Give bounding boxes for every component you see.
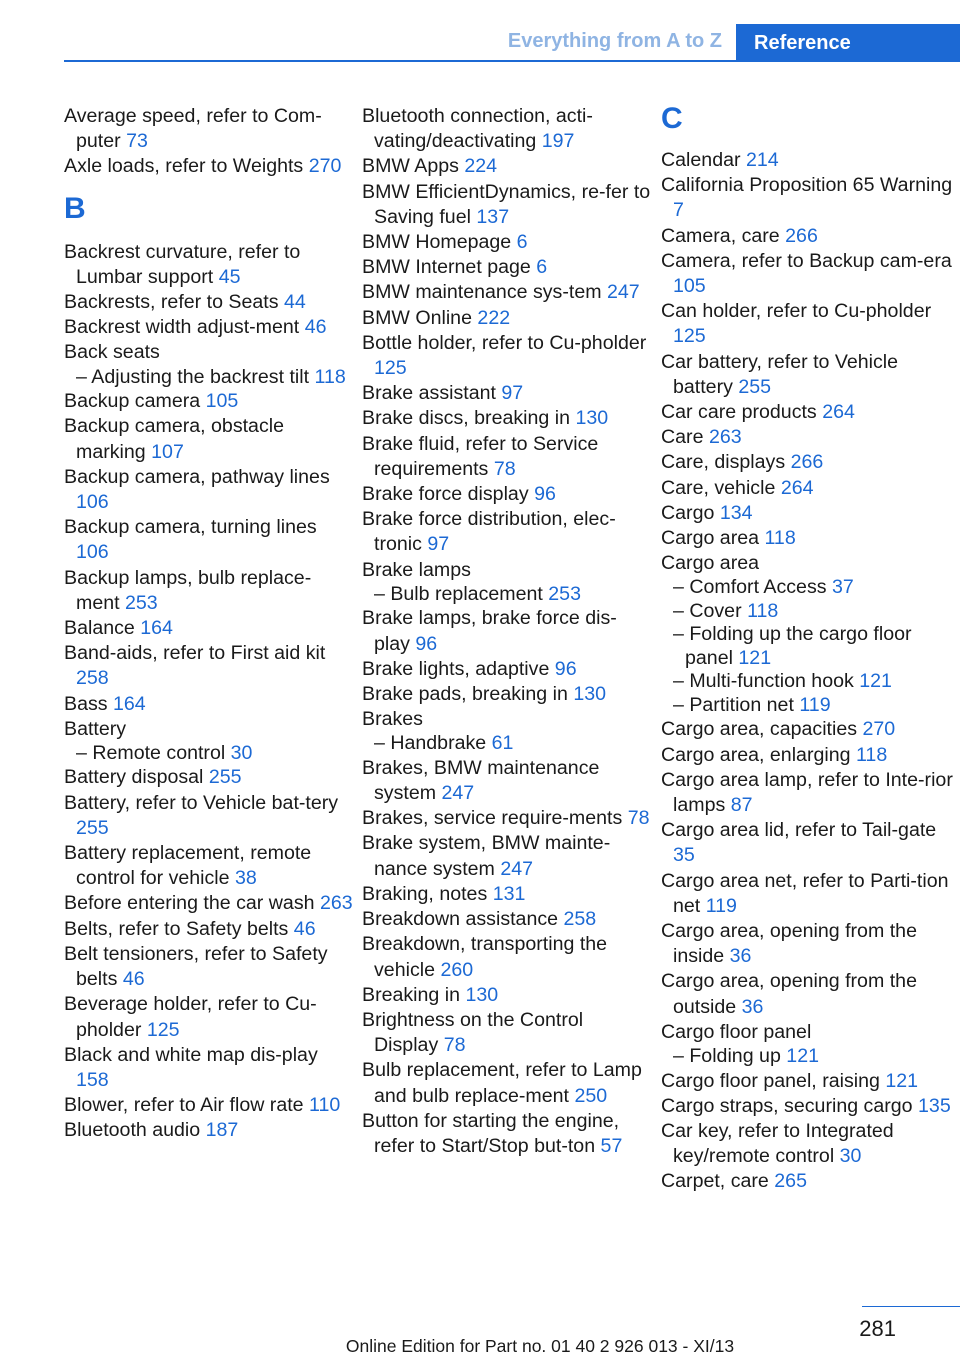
index-entry [64, 616, 354, 641]
entry-text: Calendar [661, 149, 741, 171]
index-entry [661, 299, 957, 349]
entry-text: Average speed, refer to Com-puter [64, 105, 322, 153]
page-reference-link[interactable]: 164 [113, 692, 146, 715]
page-reference-link[interactable]: 121 [885, 1069, 919, 1092]
page-reference-link[interactable]: 121 [738, 646, 772, 669]
page-reference-link[interactable]: 96 [554, 657, 577, 680]
entry-text: Car care products [661, 401, 817, 424]
entry-text: – Folding up [673, 1045, 781, 1068]
page-reference-link[interactable]: 258 [76, 667, 109, 690]
index-entry [64, 290, 354, 315]
page-reference-link[interactable]: 118 [314, 365, 346, 388]
entry-text: Cargo area [661, 552, 760, 575]
page-reference-link[interactable]: 125 [146, 1018, 180, 1041]
index-entry [362, 406, 652, 431]
page-reference-link[interactable]: 247 [607, 281, 640, 304]
index-entry [362, 606, 652, 656]
entry-text: Carpet, care [661, 1170, 769, 1193]
entry-text: – Bulb replacement [374, 582, 543, 605]
index-entry [661, 1169, 957, 1194]
entry-text: Cargo area, capacities [661, 718, 858, 741]
page-reference-link[interactable]: 97 [501, 382, 524, 405]
entry-text: Brake fluid, refer to Service requirements [362, 432, 599, 480]
page-reference-link[interactable]: 250 [574, 1084, 608, 1107]
entry-text: Can holder, refer to Cu-pholder [661, 300, 932, 323]
page-reference-link[interactable]: 57 [600, 1134, 623, 1157]
index-entry [64, 240, 354, 290]
page-reference-link[interactable]: 263 [708, 426, 742, 449]
index-entry [661, 249, 957, 299]
page-reference-link[interactable]: 253 [548, 582, 581, 605]
index-entry [64, 641, 354, 691]
entry-text: – Remote control [76, 741, 226, 764]
entry-text: Breakdown assistance [362, 908, 559, 931]
page-reference-link[interactable]: 118 [764, 527, 796, 550]
index-entry [362, 104, 652, 154]
entry-text: – Partition net [673, 693, 794, 716]
index-entry [64, 566, 354, 616]
index-entry [661, 919, 957, 969]
page-reference-link[interactable]: 6 [516, 231, 528, 254]
entry-text: Bluetooth connection, acti-vating/deactivating [362, 105, 593, 153]
index-entry [64, 389, 354, 414]
page-reference-link[interactable]: 255 [76, 816, 109, 839]
page-reference-link[interactable]: 87 [730, 794, 753, 817]
index-subentry [661, 576, 957, 600]
footer-text: Online Edition for Part no. 01 40 2 926 013 - XI/13 [345, 1336, 735, 1356]
index-entry [64, 515, 354, 565]
page-reference-link[interactable]: 253 [125, 591, 158, 614]
index-entry [661, 768, 957, 818]
entry-text: Cargo area, opening from the outside [661, 970, 917, 1018]
page-reference-link[interactable]: 270 [308, 155, 342, 178]
index-entry [64, 891, 354, 916]
page-reference-link[interactable]: 266 [785, 224, 818, 247]
page-reference-link[interactable]: 106 [76, 541, 109, 564]
index-entry [661, 224, 957, 249]
entry-text: Bottle holder, refer to Cu-pholder [362, 331, 647, 354]
index-entry [362, 682, 652, 707]
page-reference-link[interactable]: 46 [304, 316, 327, 339]
index-entry [362, 1008, 652, 1058]
index-entry [64, 791, 354, 841]
page-reference-link[interactable]: 263 [319, 892, 353, 915]
page-reference-link[interactable]: 110 [309, 1094, 341, 1117]
index-subentry [661, 670, 957, 694]
entry-text: Brake assistant [362, 382, 496, 405]
page-reference-link[interactable]: 187 [205, 1119, 239, 1142]
page-reference-link[interactable]: 73 [126, 130, 148, 153]
index-entry [362, 983, 652, 1008]
page-reference-link[interactable]: 135 [918, 1094, 951, 1117]
index-entry [64, 1043, 354, 1093]
entry-text: Breakdown, transporting the vehicle [362, 933, 608, 981]
page-reference-link[interactable]: 260 [440, 958, 474, 981]
page-reference-link[interactable]: 96 [415, 632, 438, 655]
index-entry [64, 465, 354, 515]
page-reference-link[interactable]: 214 [745, 149, 779, 171]
index-entry [362, 180, 652, 230]
index-entry [362, 482, 652, 507]
page-reference-link[interactable]: 130 [573, 682, 607, 705]
entry-text: Battery replacement, remote control for vehicle [64, 842, 312, 890]
entry-text: Camera, refer to Backup cam-era [661, 249, 952, 272]
entry-text: Cargo floor panel, raising [661, 1069, 880, 1092]
index-entry [362, 657, 652, 682]
index-subentry [661, 694, 957, 718]
page-reference-link[interactable]: 106 [76, 490, 109, 513]
page-reference-link[interactable]: 97 [427, 533, 450, 556]
page-reference-link[interactable]: 7 [673, 199, 684, 222]
entry-text: Care, vehicle [661, 476, 776, 499]
entry-text: Blower, refer to Air flow rate [64, 1094, 304, 1117]
entry-text: Balance [64, 616, 135, 639]
entry-text: Backrest curvature, refer to Lumbar support [64, 240, 301, 288]
entry-text: Band-aids, refer to First aid kit [64, 642, 326, 665]
index-entry [64, 154, 354, 179]
index-column-2 [362, 104, 652, 1159]
entry-text: Belts, refer to Safety belts [64, 917, 289, 940]
page-reference-link[interactable]: 118 [747, 599, 779, 622]
header-rule [64, 60, 960, 62]
index-entry [661, 1020, 957, 1045]
page-reference-link[interactable]: 164 [140, 616, 173, 639]
page-reference-link[interactable]: 158 [76, 1068, 109, 1091]
page-reference-link[interactable]: 130 [465, 983, 499, 1006]
index-entry [362, 280, 652, 305]
entry-text: Battery disposal [64, 766, 204, 789]
entry-text: Car key, refer to Integrated key/remote control [661, 1120, 894, 1168]
entry-text: – Handbrake [374, 732, 487, 755]
index-entry [362, 331, 652, 381]
entry-text: Beverage holder, refer to Cu-pholder [64, 993, 317, 1041]
index-entry [362, 707, 652, 732]
page-reference-link[interactable]: 258 [563, 908, 597, 931]
index-subentry [661, 1045, 957, 1069]
page-reference-link[interactable]: 78 [443, 1034, 466, 1057]
entry-text: Cargo straps, securing cargo [661, 1094, 913, 1117]
index-entry [64, 942, 354, 992]
entry-text: Cargo area, enlarging [661, 743, 851, 766]
index-entry [64, 1093, 354, 1118]
page-reference-link[interactable]: 247 [500, 857, 534, 880]
entry-text: Brake pads, breaking in [362, 682, 568, 705]
page-reference-link[interactable]: 37 [832, 576, 854, 599]
entry-text: Cargo area net, refer to Parti-tion net [661, 869, 949, 917]
index-entry [362, 255, 652, 280]
entry-text: Cargo floor panel [661, 1020, 812, 1043]
entry-text: Black and white map dis-play [64, 1043, 318, 1066]
index-entry [64, 992, 354, 1042]
page-reference-link[interactable]: 96 [534, 483, 556, 506]
index-entry [64, 340, 354, 365]
entry-text: BMW Apps [362, 155, 459, 178]
index-column-3 [661, 104, 957, 1195]
index-entry [362, 1109, 652, 1159]
entry-text: Battery, refer to Vehicle bat-tery [64, 791, 339, 814]
index-entry [661, 969, 957, 1019]
index-subentry [64, 366, 354, 390]
index-entry [362, 831, 652, 881]
entry-text: Battery [64, 717, 127, 740]
index-entry [362, 806, 652, 831]
entry-text: Bulb replacement, refer to Lamp and bulb replace-ment [362, 1059, 642, 1107]
index-subentry [661, 623, 957, 670]
index-entry [362, 1058, 652, 1108]
entry-text: Brake system, BMW mainte-nance system [362, 832, 611, 880]
entry-text: Brakes, service require-ments [362, 807, 623, 830]
index-column-1 [64, 104, 354, 1144]
index-entry [661, 501, 957, 526]
index-entry [661, 173, 957, 223]
entry-text: Bluetooth audio [64, 1119, 201, 1142]
index-entry [661, 818, 957, 868]
index-entry [661, 743, 957, 768]
entry-text: Backup camera, turning lines [64, 516, 317, 539]
index-entry [661, 526, 957, 551]
page-reference-link[interactable]: 35 [673, 844, 695, 867]
entry-text: Car battery, refer to Vehicle battery [661, 350, 899, 398]
index-entry [64, 414, 354, 464]
index-entry [661, 425, 957, 450]
page-reference-link[interactable]: 105 [205, 390, 239, 413]
entry-text: California Proposition 65 Warning [661, 174, 953, 197]
index-entry [661, 450, 957, 475]
page-reference-link[interactable]: 36 [741, 995, 764, 1018]
index-subentry [362, 732, 652, 756]
entry-text: Brake force distribution, elec-tronic [362, 508, 616, 556]
index-entry [362, 381, 652, 406]
index-entry [362, 756, 652, 806]
entry-text: Cargo area [661, 527, 760, 550]
page-reference-link[interactable]: 125 [374, 357, 407, 380]
entry-text: Back seats [64, 341, 160, 364]
page-reference-link[interactable]: 78 [627, 807, 650, 830]
entry-text: – Multi-function hook [673, 670, 854, 693]
index-entry [362, 907, 652, 932]
entry-text: – Folding up the cargo floor panel [673, 623, 912, 669]
chapter-tab: Reference [736, 24, 960, 62]
index-entry [64, 917, 354, 942]
page-reference-link[interactable]: 125 [673, 325, 706, 348]
entry-text: Care, displays [661, 451, 786, 474]
page-number: 281 [859, 1316, 896, 1341]
entry-text: Backup lamps, bulb replace-ment [64, 566, 312, 614]
page-reference-link[interactable]: 119 [705, 894, 737, 917]
section-title: Everything from A to Z [507, 30, 722, 52]
page-reference-link[interactable]: 78 [493, 457, 516, 480]
page-reference-link[interactable]: 224 [464, 155, 498, 178]
index-entry [661, 869, 957, 919]
index-entry [661, 350, 957, 400]
index-entry [64, 765, 354, 790]
entry-text: Backup camera, obstacle marking [64, 415, 284, 463]
page-reference-link[interactable]: 197 [541, 130, 575, 153]
entry-text: BMW Homepage [362, 231, 512, 254]
index-entry [64, 692, 354, 717]
page-reference-link[interactable]: 45 [218, 265, 241, 288]
page-reference-link[interactable]: 118 [855, 743, 888, 766]
entry-text: Button for starting the engine, refer to Start/Stop but-ton [362, 1109, 620, 1157]
entry-text: Brakes [362, 708, 423, 731]
page-reference-link[interactable]: 131 [492, 882, 526, 905]
entry-text: Before entering the car wash [64, 892, 315, 915]
page-reference-link[interactable]: 105 [673, 275, 706, 298]
index-letter-heading: C [661, 102, 683, 135]
entry-text: BMW Internet page [362, 256, 531, 279]
page-reference-link[interactable]: 46 [293, 917, 316, 940]
index-entry [64, 315, 354, 340]
entry-text: BMW EfficientDynamics, re-fer to Saving fuel [362, 180, 651, 228]
entry-text: – Adjusting the backrest tilt [76, 365, 310, 388]
entry-text: – Comfort Access [673, 576, 827, 599]
entry-text: Brake force display [362, 483, 529, 506]
index-entry [362, 432, 652, 482]
entry-text: Cargo area lamp, refer to Inte-rior lamps [661, 768, 953, 817]
entry-text: Backrest width adjust-ment [64, 316, 300, 339]
page-reference-link[interactable]: 38 [235, 867, 257, 890]
page-reference-link[interactable]: 119 [799, 693, 831, 716]
entry-text: Brake lights, adaptive [362, 657, 550, 680]
page-reference-link[interactable]: 247 [441, 782, 475, 805]
index-entry [661, 717, 957, 742]
page-reference-link[interactable]: 30 [839, 1145, 862, 1168]
index-entry [362, 230, 652, 255]
page-reference-link[interactable]: 121 [859, 670, 892, 693]
page-reference-link[interactable]: 121 [786, 1045, 819, 1068]
page-reference-link[interactable]: 107 [151, 440, 184, 463]
entry-text: Belt tensioners, refer to Safety belts [64, 942, 328, 991]
entry-text: Brake discs, breaking in [362, 407, 571, 430]
entry-text: Brakes, BMW maintenance system [362, 756, 600, 805]
entry-text: Brake lamps, brake force dis-play [362, 607, 617, 655]
page-reference-link[interactable]: 6 [536, 256, 548, 279]
footer [0, 1336, 960, 1357]
entry-text: Backup camera [64, 390, 201, 413]
page-reference-link[interactable]: 130 [575, 407, 609, 430]
entry-text: Cargo area lid, refer to Tail-gate [661, 819, 937, 842]
index-entry [64, 841, 354, 891]
index-entry [64, 1118, 354, 1143]
index-entry [362, 154, 652, 179]
index-entry [661, 1069, 957, 1094]
index-entry [362, 558, 652, 583]
page-reference-link[interactable]: 264 [822, 401, 855, 424]
index-entry [64, 104, 354, 154]
page-reference-link[interactable]: 36 [729, 945, 752, 968]
page-reference-link[interactable]: 46 [122, 968, 145, 991]
entry-text: Axle loads, refer to Weights [64, 155, 304, 178]
page-reference-link[interactable]: 265 [774, 1170, 807, 1193]
page-reference-link[interactable]: 266 [790, 451, 824, 474]
entry-text: Care [661, 426, 704, 449]
page-reference-link[interactable]: 264 [780, 476, 814, 499]
entry-text: BMW Online [362, 306, 472, 329]
entry-text: Camera, care [661, 224, 780, 247]
index-entry [661, 400, 957, 425]
page-reference-link[interactable]: 255 [738, 375, 772, 398]
index-entry [362, 306, 652, 331]
index-subentry [64, 742, 354, 766]
entry-text: Brake lamps [362, 558, 471, 581]
entry-text: Cargo [661, 501, 715, 524]
index-entry [661, 1094, 957, 1119]
index-letter-heading: B [64, 191, 86, 225]
entry-text: BMW maintenance sys-tem [362, 281, 602, 304]
index-subentry [362, 583, 652, 607]
page-reference-link[interactable]: 222 [477, 306, 511, 329]
page-reference-link[interactable]: 137 [476, 205, 510, 228]
entry-text: Cargo area, opening from the inside [661, 920, 917, 968]
entry-text: Braking, notes [362, 882, 488, 905]
entry-text: Backrests, refer to Seats [64, 291, 279, 314]
index-entry [661, 1119, 957, 1169]
entry-text: Bass [64, 692, 108, 715]
entry-text: Breaking in [362, 983, 461, 1006]
index-entry [661, 476, 957, 501]
page-reference-link[interactable]: 134 [719, 501, 753, 524]
index-entry [362, 507, 652, 557]
index-entry [362, 932, 652, 982]
index-entry [661, 551, 957, 576]
page-reference-link[interactable]: 44 [283, 291, 306, 314]
entry-text: Backup camera, pathway lines [64, 465, 330, 488]
index-entry [64, 717, 354, 742]
index-subentry [661, 600, 957, 624]
index-entry [661, 148, 957, 173]
page-reference-link[interactable]: 30 [230, 741, 253, 764]
entry-text: – Cover [673, 599, 742, 622]
page-reference-link[interactable]: 270 [862, 718, 896, 741]
page-reference-link[interactable]: 61 [491, 732, 514, 755]
index-entry [362, 882, 652, 907]
entry-text: Brightness on the Control Display [362, 1008, 584, 1057]
page-reference-link[interactable]: 255 [208, 766, 242, 789]
footer-rule [862, 1306, 960, 1307]
